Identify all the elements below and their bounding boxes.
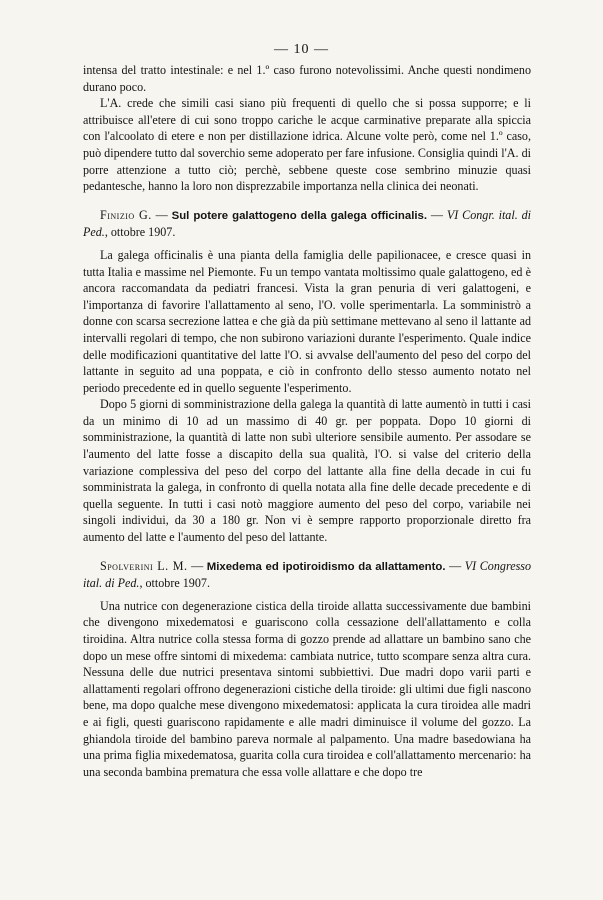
page-number: — 10 — [274, 42, 329, 57]
article-1-paragraph-1: La galega officinalis è una pianta della famiglia delle papilionacee, e cresce quasi in tutta Italia e massime nel Piemonte. Fu un tempo vantata moltissimo quale galattogeno, ed è ancora raccomandata da pediatri francesi. Vista la gran penuria di veri galattogeni, e l'importanza di favorire l'allattamento al seno, l'O. volle sperimentarla. La somministrò a donne con scarsa secrezione lattea e che già da più settimane mettevano al seno il lattante ad intervalli regolari di tempo, che non subirono variazioni durante l'esperimento. Quale indice delle modificazioni quantitative del latte l'O. si avvalse dell'aumento del peso del corpo del lattante in seguito ad una poppata, e ciò in confronto dello stesso aumento notato nel periodo precedente ed in quello seguente l'esperimento. [83, 247, 531, 395]
article-2-dash: — [187, 558, 207, 573]
article-1-title: Sul potere galattogeno della galega officinalis. [171, 209, 428, 222]
intro-paragraph-1: intensa del tratto intestinale: e nel 1.º caso furono notevolissimi. Anche questi nondimeno durano poco. [83, 63, 531, 94]
article-2-title: Mixedema ed ipotiroidismo da allattamento. [206, 560, 446, 573]
article-2-heading [83, 558, 531, 592]
article-1-dash: — [151, 207, 172, 222]
article-2-source: VI Congresso ital. di Ped. [83, 558, 532, 591]
article-2-paragraph-1: Una nutrice con degenerazione cistica della tiroide allatta successivamente due bambini che divengono mixedematosi e guariscono colla cessazione dell'allattamento e colla tiroidina. Altra nutrice colla stessa forma di gozzo prende ad allattare un bambino sano che dopo un mese offre sintomi di mixedema: cambiata nutrice, tutto scompare senza altra cura. Nessuna delle due nutrici presentava sintomi subbiettivi. Due madri dopo varii parti e allattamenti regolari offrono degenerazioni cistiche della tiroide: gli ultimi due figli nascono bene, ma dopo qualche mese divengono mixedematosi: applicata la cura tiroidea alle madri e ai figli, questi guariscono rapidamente e alle madri diminuisce il volume del gozzo. La ghiandola tiroide del bambino pareva normale al palpamento. Una madre basedowiana ha una prima figlia mixedematosa, guarita colla cura tiroidea e coll'allattamento mercenario: ha una seconda bambina prematura che essa volle allattare e che dopo tre [83, 598, 531, 779]
article-2-source-dash: — [445, 558, 465, 573]
article-1-source-dash: — [427, 207, 447, 222]
article-1-heading [83, 207, 531, 241]
article-1-source: VI Congr. ital. di Ped. [83, 207, 531, 240]
intro-paragraph-2: L'A. crede che simili casi siano più frequenti di quello che si possa supporre; e li attribuisce all'etere di cui sono troppo cariche le acque carminative preparate alla spiccia con l'alcoolato di etere e non per distillazione idrica. Alcune volte però, come nel 1.º caso, può dipendere tutto dal soverchio seme adoperato per fare infusione. Consiglia quindi l'A. di porre attenzione a tutto ciò; perchè, sebbene queste cose sembrino minuzie quasi pedantesche, hanno la loro non disprezzabile importanza nella clinica dei neonati. [83, 96, 531, 194]
article-2-author: Spolverini L. M. [100, 558, 188, 573]
article-2-date: , ottobre 1907. [139, 576, 210, 591]
article-1-date: , ottobre 1907. [104, 225, 176, 240]
article-1-author: Finizio G. [100, 207, 152, 222]
article-1-paragraph-2: Dopo 5 giorni di somministrazione della galega la quantità di latte aumentò in tutti i casi da un minimo di 10 ad un massimo di 40 gr. per poppata. Dopo 10 giorni di somministrazione, la quantità di latte non subì ulteriore sensibile aumento. Per assodare se l'aumento del latte fosse a discapito della sua qualità, l'O. si valse del criterio della variazione complessiva del peso del corpo del lattante alla fine della decade in cui fu somministrata la galega, in confronto di quella notata alla fine delle decade precedente e di quella seguente. In tutti i casi notò maggiore aumento del peso del corpo, variabile nei singoli individui, da 30 a 180 gr. Non vi è sempre rapporto proporzionale diretto fra aumento del latte e l'aumento del peso del lattante. [83, 397, 531, 545]
page-body [83, 62, 531, 780]
